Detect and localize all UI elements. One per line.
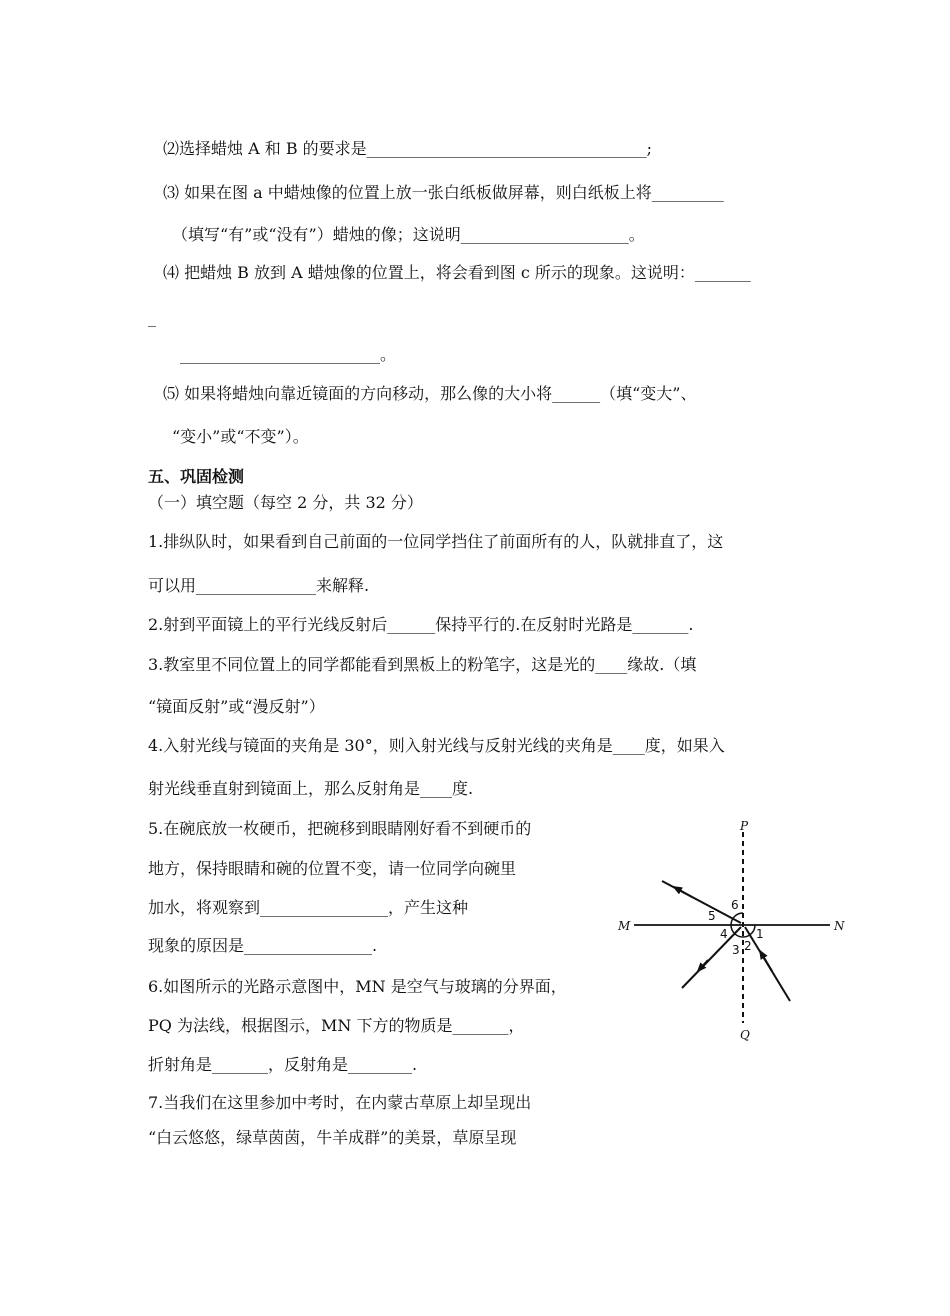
- item-1-line2: 可以用_______________来解释.: [148, 576, 370, 595]
- question-5-line1: ⑸ 如果将蜡烛向靠近镜面的方向移动，那么像的大小将______（填“变大”、: [163, 384, 697, 403]
- item-1-line1: 1.排纵队时，如果看到自己前面的一位同学挡住了前面所有的人，队就排直了，这: [148, 532, 724, 551]
- question-2: ⑵选择蜡烛 A 和 B 的要求是___________________________________;: [163, 139, 653, 158]
- angle-label-4: 4: [720, 927, 728, 941]
- item-4-line2: 射光线垂直射到镜面上，那么反射角是____度.: [148, 779, 474, 798]
- refracted-ray-arrow: [674, 887, 692, 897]
- angle-label-3: 3: [732, 943, 740, 957]
- item-2: 2.射到平面镜上的平行光线反射后______保持平行的.在反射时光路是_______.: [148, 615, 694, 634]
- question-3-line1: ⑶ 如果在图 a 中蜡烛像的位置上放一张白纸板做屏幕，则白纸板上将_________: [163, 183, 724, 202]
- incident-ray-arrow: [760, 951, 772, 971]
- item-4-line1: 4.入射光线与镜面的夹角是 30°，则入射光线与反射光线的夹角是____度，如果入: [148, 736, 725, 755]
- item-3-line2: “镜面反射”或“漫反射”）: [148, 697, 325, 716]
- item-6-line3: 折射角是_______，反射角是________.: [148, 1055, 418, 1074]
- item-3-line1: 3.教室里不同位置上的同学都能看到黑板上的粉笔字，这是光的____缘故.（填: [148, 655, 697, 674]
- question-4-line1: ⑷ 把蜡烛 B 放到 A 蜡烛像的位置上，将会看到图 c 所示的现象。这说明：_______: [163, 263, 751, 282]
- reflected-ray-arrow: [698, 960, 708, 971]
- angle-label-2: 2: [744, 939, 752, 953]
- item-5-line1: 5.在碗底放一枚硬币，把碗移到眼睛刚好看不到硬币的: [148, 819, 532, 838]
- item-7-line1: 7.当我们在这里参加中考时，在内蒙古草原上却呈现出: [148, 1093, 532, 1112]
- angle-label-6: 6: [731, 898, 739, 912]
- item-5-line3: 加水，将观察到________________，产生这种: [148, 898, 469, 917]
- angle-arc: [743, 925, 755, 937]
- section-title: 五、巩固检测: [148, 467, 245, 486]
- question-4-line2: _: [148, 308, 156, 327]
- item-6-line1: 6.如图所示的光路示意图中，MN 是空气与玻璃的分界面，: [148, 977, 567, 996]
- label-p: P: [740, 819, 749, 833]
- label-n: N: [834, 919, 845, 933]
- reflected-ray: [682, 927, 741, 988]
- light-path-diagram: [612, 818, 852, 1043]
- question-3-line2: （填写“有”或“没有”）蜡烛的像；这说明_____________________。: [172, 225, 645, 244]
- item-7-line2: “白云悠悠，绿草茵茵，牛羊成群”的美景，草原呈现: [148, 1128, 517, 1147]
- angle-label-5: 5: [708, 909, 716, 923]
- item-5-line4: 现象的原因是________________.: [148, 936, 378, 955]
- question-5-line2: “变小”或“不变”）。: [172, 427, 309, 446]
- section-subtitle: （一）填空题（每空 2 分，共 32 分）: [148, 493, 423, 512]
- item-5-line2: 地方，保持眼睛和碗的位置不变，请一位同学向碗里: [148, 859, 517, 878]
- question-4-line3: _________________________。: [180, 345, 397, 364]
- label-m: M: [618, 919, 631, 933]
- angle-arc: [731, 913, 743, 925]
- angle-label-1: 1: [756, 927, 764, 941]
- label-q: Q: [740, 1028, 750, 1042]
- item-6-line2: PQ 为法线，根据图示，MN 下方的物质是_______，: [148, 1016, 525, 1035]
